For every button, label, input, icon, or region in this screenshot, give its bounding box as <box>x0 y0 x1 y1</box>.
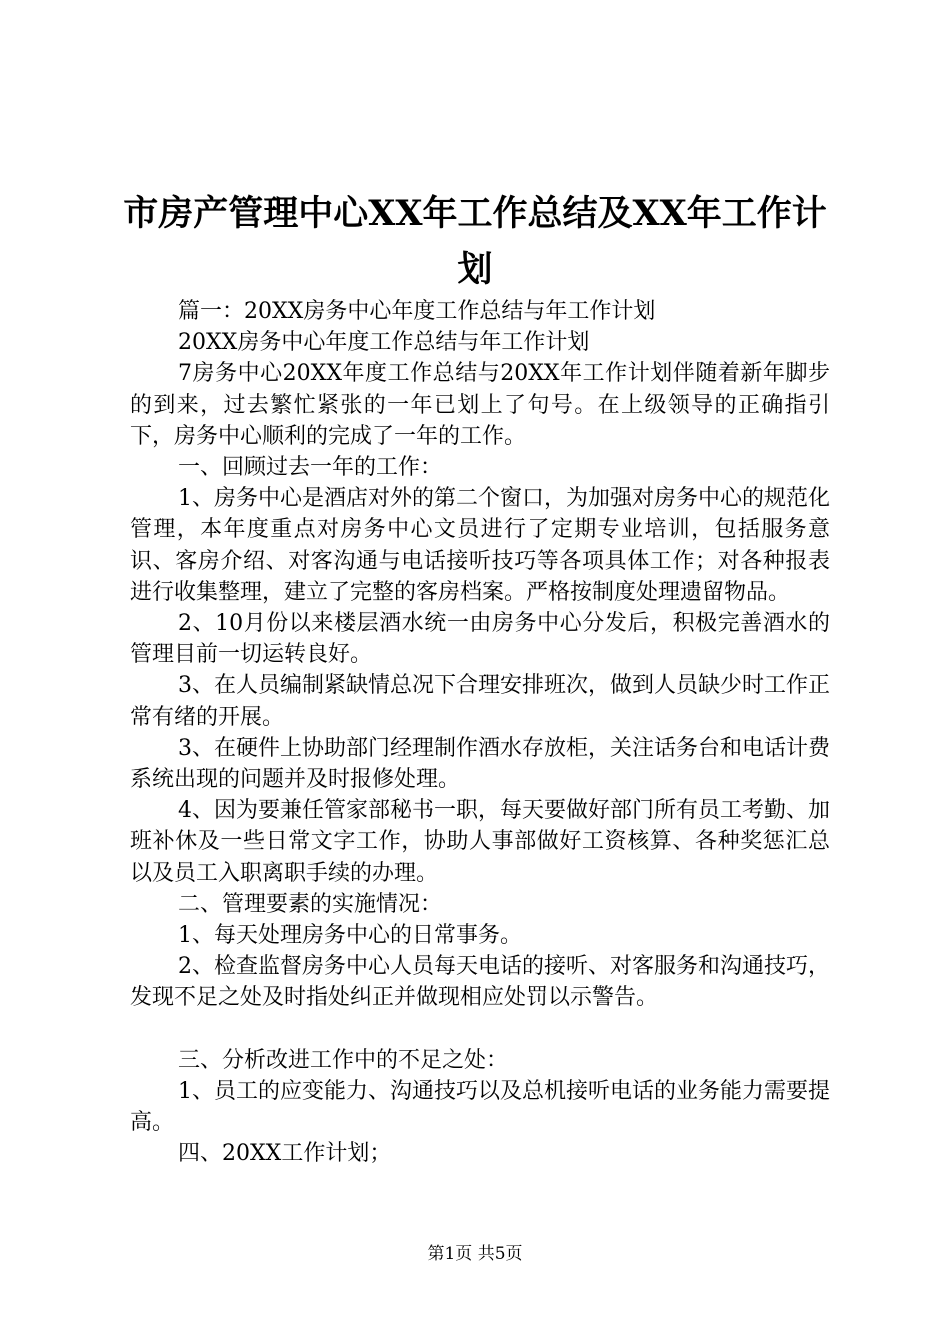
paragraph-intro: 7房务中心20XX年度工作总结与20XX年工作计划伴随着新年脚步的到来，过去繁忙紧张的一年已划上了句号。在上级领导的正确指引下，房务中心顺利的完成了一年的工作。 <box>130 361 830 449</box>
paragraph-subtitle: 20XX房务中心年度工作总结与年工作计划 <box>178 330 590 356</box>
paragraph-item-1: 1、房务中心是酒店对外的第二个窗口，为加强对房务中心的规范化管理，本年度重点对房务中心文员进行了定期专业培训，包括服务意识、客房介绍、对客沟通与电话接听技巧等各项具体工作；对各种报表进行收集整理，建立了完整的客房档案。严格按制度处理遗留物品。 <box>130 486 830 605</box>
document-body <box>130 296 830 1169</box>
paragraph-item-3a: 3、在人员编制紧缺情总况下合理安排班次，做到人员缺少时工作正常有绪的开展。 <box>130 673 830 730</box>
paragraph-section-heading: 篇一：20XX房务中心年度工作总结与年工作计划 <box>178 299 656 324</box>
paragraph-item-4: 4、因为要兼任管家部秘书一职，每天要做好部门所有员工考勤、加班补休及一些日常文字工作，协助人事部做好工资核算、各种奖惩汇总以及员工入职离职手续的办理。 <box>130 798 830 886</box>
heading-analysis: 三、分析改进工作中的不足之处： <box>178 1047 509 1073</box>
heading-review: 一、回顾过去一年的工作： <box>178 455 443 481</box>
heading-plan: 四、20XX工作计划； <box>178 1141 392 1167</box>
blank-line <box>130 1014 830 1045</box>
document-title: 市房产管理中心XX年工作总结及XX年工作计划 <box>123 193 827 290</box>
paragraph-impl-2: 2、检查监督房务中心人员每天电话的接听、对客服务和沟通技巧，发现不足之处及时指处纠正并做现相应处罚以示警告。 <box>130 954 830 1011</box>
paragraph-item-2: 2、10月份以来楼层酒水统一由房务中心分发后，积极完善酒水的管理目前一切运转良好。 <box>130 611 830 668</box>
paragraph-impl-1: 1、每天处理房务中心的日常事务。 <box>178 923 522 949</box>
paragraph-item-3b: 3、在硬件上协助部门经理制作酒水存放柜，关注话务台和电话计费系统出现的问题并及时报修处理。 <box>130 735 830 793</box>
paragraph-analysis-1: 1、员工的应变能力、沟通技巧以及总机接听电话的业务能力需要提高。 <box>130 1078 830 1136</box>
heading-implementation: 二、管理要素的实施情况： <box>178 891 443 917</box>
page-footer: 第1页 共5页 <box>427 1244 523 1264</box>
